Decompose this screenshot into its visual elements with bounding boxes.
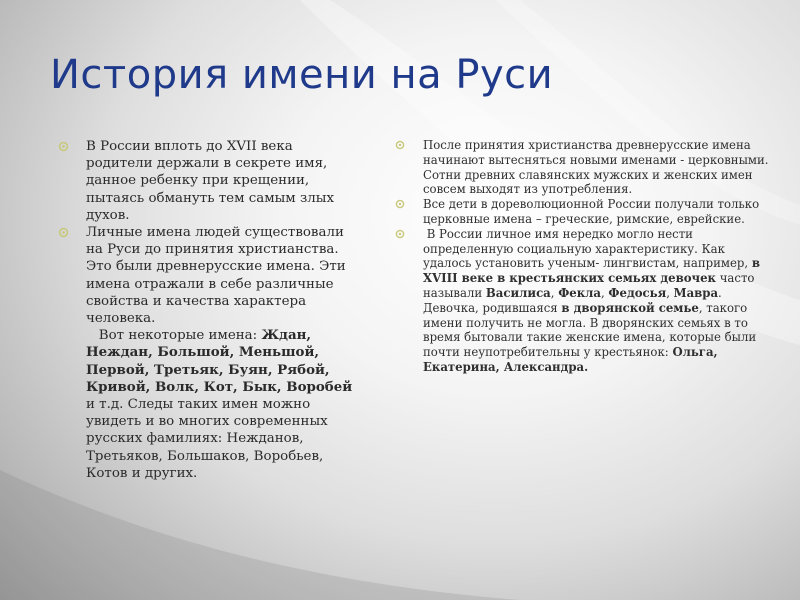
bullet-text: , bbox=[666, 285, 674, 300]
bullet-text: В России личное имя нередко могло нести определенную социальную характеристику. Как удалось установить ученым- лингвистам, например, bbox=[423, 226, 752, 271]
slide-title: История имени на Руси bbox=[50, 52, 554, 98]
bullet-text: , bbox=[600, 285, 609, 300]
bullet-text: Личные имена людей существовали на Руси до принятия христианства. Это были древнерусские имена. Эти имена отражали в себе различные свойства и качества характера человека. bbox=[86, 225, 350, 327]
bullet-icon bbox=[395, 199, 405, 209]
bullet-item bbox=[58, 138, 363, 224]
bullet-text: . Девочка, родившаяся bbox=[423, 285, 726, 315]
bullet-text: , такого имени получить не могла. В дворянских семьях в то время бытовали такие женские имена, которые были почти неупотребительны у крестьянок: bbox=[423, 300, 760, 360]
bullet-item bbox=[58, 224, 363, 482]
bullet-text-bold: Ольга, Екатерина, Александра. bbox=[423, 345, 722, 374]
bullet-text: , bbox=[550, 285, 559, 300]
bullet-text: Вот некоторые имена: bbox=[98, 328, 258, 344]
bullet-item bbox=[395, 138, 773, 197]
bullet-text-bold: в дворянской семье bbox=[561, 300, 699, 315]
bullet-icon bbox=[58, 227, 69, 238]
bullet-text-bold: Василиса bbox=[485, 285, 551, 300]
bullet-item bbox=[395, 227, 770, 375]
bullet-text-bold: в XVIII веке в крестьянских семьях девочек bbox=[423, 256, 765, 286]
bullet-text-bold: Мавра bbox=[673, 285, 719, 300]
right-column bbox=[395, 138, 773, 375]
bullet-text-bold: Ждан, Неждан, Большой, Меньшой, Первой, Третьяк, Буян, Рябой, Кривой, Волк, Кот, Бык, Воробей bbox=[86, 327, 353, 395]
bullet-text-bold: Фекла bbox=[558, 285, 601, 300]
bullet-text: В России вплоть до XVII века родители держали в секрете имя, данное ребенку при крещении, пытаясь обмануть тем самым злых духов. bbox=[86, 139, 339, 223]
bullet-icon bbox=[58, 141, 69, 152]
bullet-text: После принятия христианства древнерусские имена начинают вытесняться новыми именами - церковными. Сотни древних славянских мужских и женских имен совсем выходят из употребления. bbox=[423, 138, 773, 197]
bullet-icon bbox=[395, 140, 405, 150]
bullet-item bbox=[395, 197, 770, 227]
bullet-text: часто называли bbox=[423, 271, 759, 300]
bullet-text-bold: Федосья bbox=[608, 285, 667, 300]
bullet-text: Все дети в дореволюционной России получали только церковные имена – греческие, римские, еврейские. bbox=[423, 197, 763, 226]
bullet-text: и т.д. Следы таких имен можно увидеть и во многих современных русских фамилиях: Нежданов, Третьяков, Большаков, Воробьев, Котов и других. bbox=[86, 379, 357, 481]
right-bullet-list bbox=[395, 138, 773, 375]
left-column bbox=[58, 138, 363, 482]
bullet-icon bbox=[395, 229, 405, 239]
left-bullet-list bbox=[58, 138, 363, 482]
